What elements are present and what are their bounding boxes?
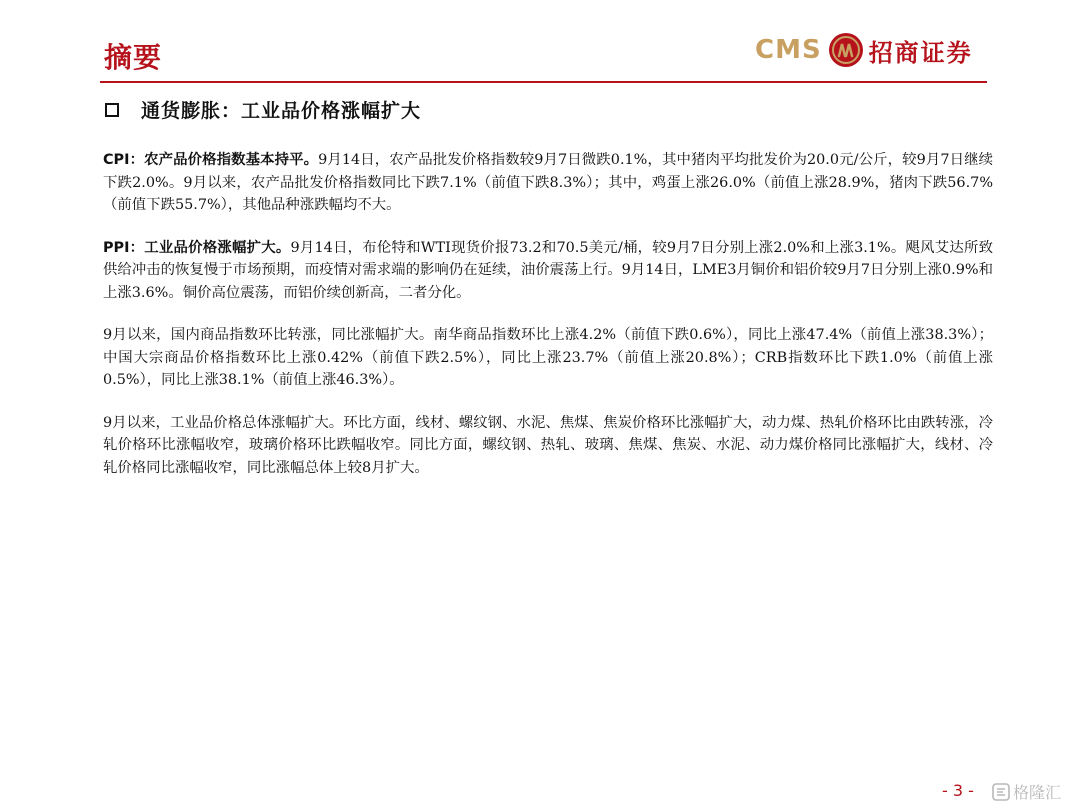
page-number: - 3 -	[942, 781, 974, 800]
cms-logo	[755, 30, 973, 70]
paragraph-lead: PPI：工业品价格涨幅扩大。	[103, 239, 291, 256]
header-divider	[100, 81, 987, 83]
watermark-text: 格隆汇	[1013, 783, 1062, 802]
paragraph-text: 9月以来，国内商品指数环比转涨，同比涨幅扩大。南华商品指数环比上涨4.2%（前值下跌0.6%），同比上涨47.4%（前值上涨38.3%）；中国大宗商品价格指数环比上涨0.42%（前值下跌2.5%），同比上涨23.7%（前值上涨20.8%）；CRB指数环比下跌1.0%（前值上涨0.5%），同比上涨38.1%（前值上涨46.3%）。	[103, 327, 993, 388]
paragraph-commodity-index	[103, 324, 993, 392]
logo-latin-text: CMS	[755, 35, 822, 65]
watermark	[992, 780, 1061, 803]
paragraph-text: 9月14日，布伦特和WTI现货价报73.2和70.5美元/桶，较9月7日分别上涨2.0%和上涨3.1%。飓风艾达所致供给冲击的恢复慢于市场预期，而疫情对需求端的影响仍在延续，油价震荡上行。9月14日，LME3月铜价和铝价较9月7日分别上涨0.9%和上涨3.6%。铜价高位震荡，而铝价续创新高，二者分化。	[103, 239, 993, 301]
summary-body	[103, 149, 993, 499]
logo-chinese-text: 招商证券	[868, 38, 973, 67]
paragraph-industrial-prices	[103, 412, 993, 480]
paragraph-text: 9月以来，工业品价格总体涨幅扩大。环比方面，线材、螺纹钢、水泥、焦煤、焦炭价格环比涨幅扩大，动力煤、热轧价格环比由跌转涨，冷轧价格环比涨幅收窄，玻璃价格环比跌幅收窄。同比方面，螺纹钢、热轧、玻璃、焦煤、焦炭、水泥、动力煤价格同比涨幅扩大，线材、冷轧价格同比涨幅收窄，同比涨幅总体上较8月扩大。	[103, 414, 993, 476]
paragraph-ppi	[103, 237, 993, 305]
cms-emblem-icon	[828, 32, 864, 68]
square-bullet-icon	[105, 103, 119, 117]
section-title: 通货膨胀：工业品价格涨幅扩大	[141, 100, 422, 122]
section-heading	[105, 96, 421, 123]
gelonghui-icon	[992, 783, 1010, 801]
paragraph-cpi	[103, 149, 993, 217]
page-title: 摘要	[104, 41, 163, 74]
paragraph-lead: CPI：农产品价格指数基本持平。	[103, 152, 319, 168]
paragraph-text: 9月14日，农产品批发价格指数较9月7日微跌0.1%，其中猪肉平均批发价为20.0元/公斤，较9月7日继续下跌2.0%。9月以来，农产品批发价格指数同比下跌7.1%（前值下跌8.3%）；其中，鸡蛋上涨26.0%（前值上涨28.9%，猪肉下跌56.7%（前值下跌55.7%），其他品种涨跌幅均不大。	[103, 152, 993, 213]
